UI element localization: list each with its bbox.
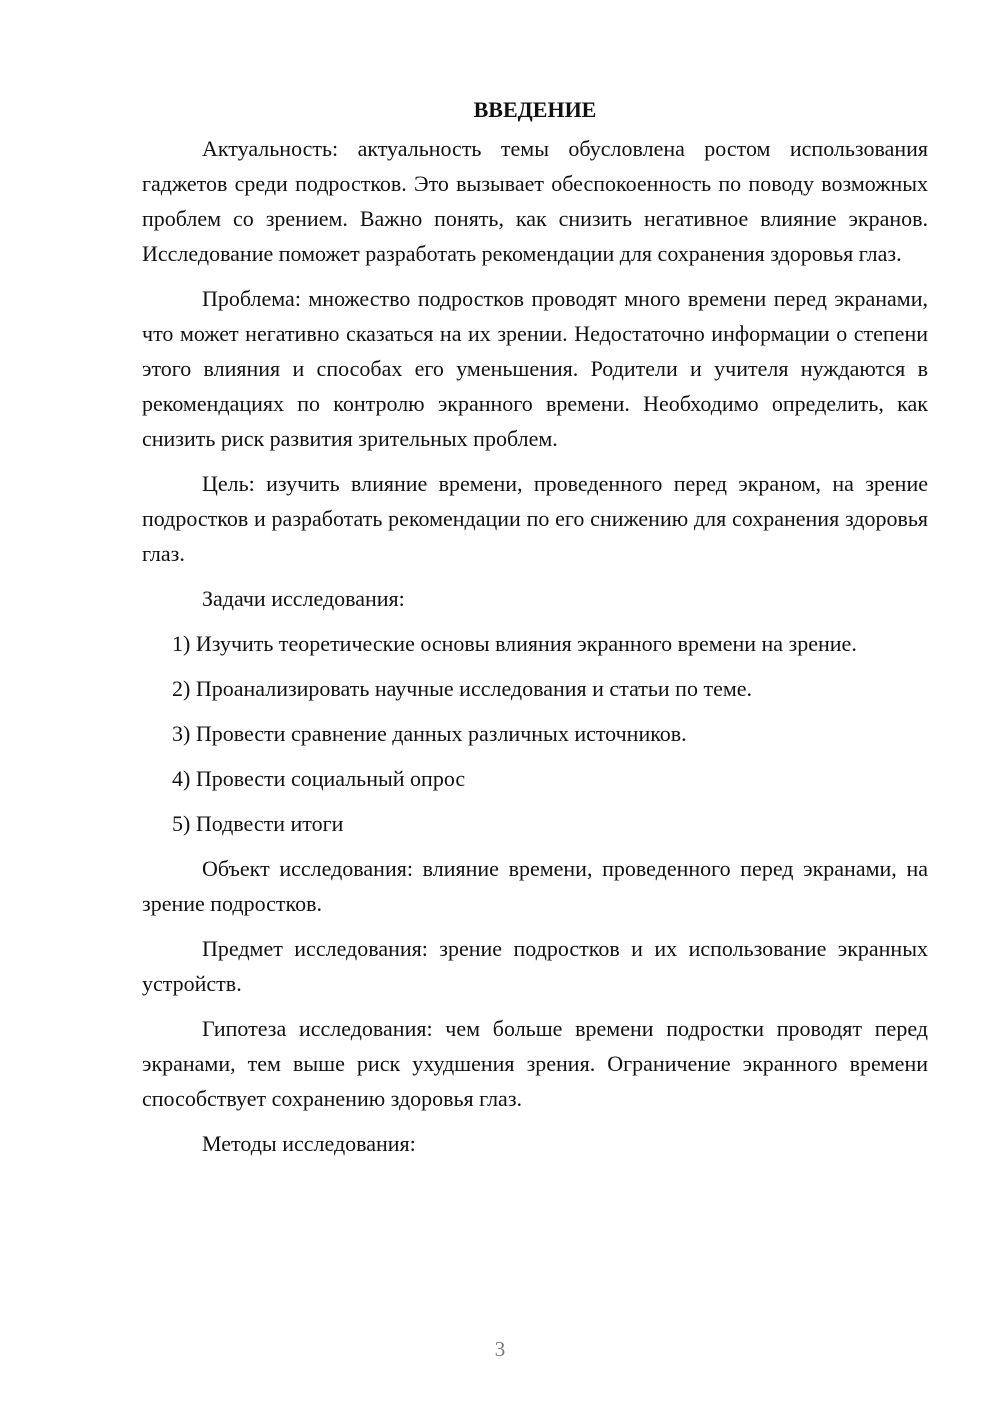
task-item-4: 4) Провести социальный опрос xyxy=(172,766,466,791)
tasks-heading: Задачи исследования: xyxy=(202,586,405,611)
relevance-paragraph: Актуальность: актуальность темы обусловлена ростом использования гаджетов среди подростков. Это вызывает обеспокоенность по поводу возможных проблем со зрением. Важно понять, как снизить негативное влияние экранов. Исследование поможет разработать рекомендации для сохранения здоровья глаз. xyxy=(142,136,928,266)
object-paragraph: Объект исследования: влияние времени, проведенного перед экранами, на зрение подростков. xyxy=(142,856,928,916)
task-item-1: 1) Изучить теоретические основы влияния экранного времени на зрение. xyxy=(172,631,857,656)
task-item-5: 5) Подвести итоги xyxy=(172,811,344,836)
methods-heading: Методы исследования: xyxy=(202,1131,416,1156)
problem-paragraph: Проблема: множество подростков проводят много времени перед экранами, что может негативно сказаться на их зрении. Недостаточно информации о степени этого влияния и способах его уменьшения. Родители и учителя нуждаются в рекомендациях по контролю экранного времени. Необходимо определить, как снизить риск развития зрительных проблем. xyxy=(142,286,928,451)
task-item-2: 2) Проанализировать научные исследования и статьи по теме. xyxy=(172,676,753,701)
hypothesis-paragraph: Гипотеза исследования: чем больше времени подростки проводят перед экранами, тем выше риск ухудшения зрения. Ограничение экранного времени способствует сохранению здоровья глаз. xyxy=(142,1016,928,1111)
subject-paragraph: Предмет исследования: зрение подростков и их использование экранных устройств. xyxy=(142,936,928,996)
page-title: ВВЕДЕНИЕ xyxy=(473,97,597,122)
page-number: 3 xyxy=(494,1337,506,1361)
task-item-3: 3) Провести сравнение данных различных источников. xyxy=(172,721,687,746)
goal-paragraph: Цель: изучить влияние времени, проведенного перед экраном, на зрение подростков и разработать рекомендации по его снижению для сохранения здоровья глаз. xyxy=(142,471,928,566)
